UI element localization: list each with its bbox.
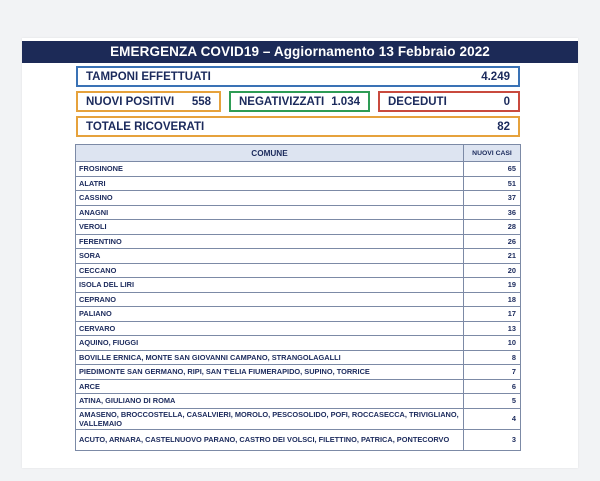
- comune-cell: ARCE: [76, 379, 464, 394]
- table-row: [76, 278, 521, 293]
- nuovi-casi-cell: 18: [464, 292, 521, 307]
- positivi-box: [76, 91, 221, 112]
- table-row: [76, 365, 521, 380]
- negativizzati-value: 1.034: [331, 95, 360, 108]
- tamponi-box: [76, 66, 520, 87]
- negativizzati-label: NEGATIVIZZATI: [239, 95, 325, 108]
- table-row: [76, 307, 521, 322]
- header-nuovi-casi: NUOVI CASI: [464, 145, 521, 162]
- deceduti-box: [378, 91, 520, 112]
- table-row: [76, 234, 521, 249]
- comune-cell: FROSINONE: [76, 162, 464, 177]
- table-row: [76, 321, 521, 336]
- nuovi-casi-cell: 13: [464, 321, 521, 336]
- comune-cell: CEPRANO: [76, 292, 464, 307]
- ricoverati-value: 82: [497, 120, 510, 133]
- comune-cell: CERVARO: [76, 321, 464, 336]
- nuovi-casi-cell: 17: [464, 307, 521, 322]
- nuovi-casi-cell: 37: [464, 191, 521, 206]
- table-row: [76, 220, 521, 235]
- comune-cell: CECCANO: [76, 263, 464, 278]
- table-row: [76, 263, 521, 278]
- comune-cell: SORA: [76, 249, 464, 264]
- nuovi-casi-cell: 8: [464, 350, 521, 365]
- bulletin-sheet: [22, 38, 578, 468]
- comune-cell: AQUINO, FIUGGI: [76, 336, 464, 351]
- table-row: [76, 249, 521, 264]
- bulletin-title: EMERGENZA COVID19 – Aggiornamento 13 Febbraio 2022: [22, 41, 578, 63]
- positivi-value: 558: [191, 95, 211, 108]
- nuovi-casi-cell: 7: [464, 365, 521, 380]
- comune-cell: CASSINO: [76, 191, 464, 206]
- nuovi-casi-cell: 3: [464, 429, 521, 450]
- negativizzati-box: [229, 91, 370, 112]
- table-row: [76, 394, 521, 409]
- nuovi-casi-cell: 5: [464, 394, 521, 409]
- ricoverati-box: [76, 116, 520, 137]
- positivi-label: NUOVI POSITIVI: [86, 95, 175, 108]
- nuovi-casi-cell: 26: [464, 234, 521, 249]
- table-body: [76, 162, 521, 451]
- comune-cell: ACUTO, ARNARA, CASTELNUOVO PARANO, CASTRO DEI VOLSCI, FILETTINO, PATRICA, PONTECORVO: [76, 429, 464, 450]
- table-row: [76, 292, 521, 307]
- comune-cell: PALIANO: [76, 307, 464, 322]
- tamponi-value: 4.249: [481, 70, 510, 83]
- nuovi-casi-cell: 51: [464, 176, 521, 191]
- table-row: [76, 336, 521, 351]
- comune-cell: ATINA, GIULIANO DI ROMA: [76, 394, 464, 409]
- nuovi-casi-cell: 20: [464, 263, 521, 278]
- comune-cell: ANAGNI: [76, 205, 464, 220]
- table-header-row: [76, 145, 521, 162]
- nuovi-casi-cell: 21: [464, 249, 521, 264]
- nuovi-casi-cell: 6: [464, 379, 521, 394]
- comune-cell: AMASENO, BROCCOSTELLA, CASALVIERI, MOROLO, PESCOSOLIDO, POFI, ROCCASECCA, TRIVIGLIANO, VALLEMAIO: [76, 408, 464, 429]
- comune-cell: FERENTINO: [76, 234, 464, 249]
- header-comune: COMUNE: [76, 145, 464, 162]
- comune-cell: ISOLA DEL LIRI: [76, 278, 464, 293]
- comune-cell: VEROLI: [76, 220, 464, 235]
- table-row: [76, 350, 521, 365]
- comune-cell: PIEDIMONTE SAN GERMANO, RIPI, SAN T'ELIA FIUMERAPIDO, SUPINO, TORRICE: [76, 365, 464, 380]
- table-row: [76, 429, 521, 450]
- tamponi-label: TAMPONI EFFETTUATI: [86, 70, 211, 83]
- comune-cell: ALATRI: [76, 176, 464, 191]
- ricoverati-label: TOTALE RICOVERATI: [86, 120, 205, 133]
- nuovi-casi-cell: 65: [464, 162, 521, 177]
- table-row: [76, 176, 521, 191]
- deceduti-label: DECEDUTI: [388, 95, 447, 108]
- deceduti-value: 0: [503, 95, 510, 108]
- table-row: [76, 191, 521, 206]
- nuovi-casi-cell: 28: [464, 220, 521, 235]
- nuovi-casi-cell: 19: [464, 278, 521, 293]
- nuovi-casi-cell: 10: [464, 336, 521, 351]
- table-row: [76, 205, 521, 220]
- nuovi-casi-table: [75, 144, 521, 451]
- nuovi-casi-cell: 4: [464, 408, 521, 429]
- table-row: [76, 408, 521, 429]
- table-row: [76, 379, 521, 394]
- nuovi-casi-cell: 36: [464, 205, 521, 220]
- comune-cell: BOVILLE ERNICA, MONTE SAN GIOVANNI CAMPANO, STRANGOLAGALLI: [76, 350, 464, 365]
- table-row: [76, 162, 521, 177]
